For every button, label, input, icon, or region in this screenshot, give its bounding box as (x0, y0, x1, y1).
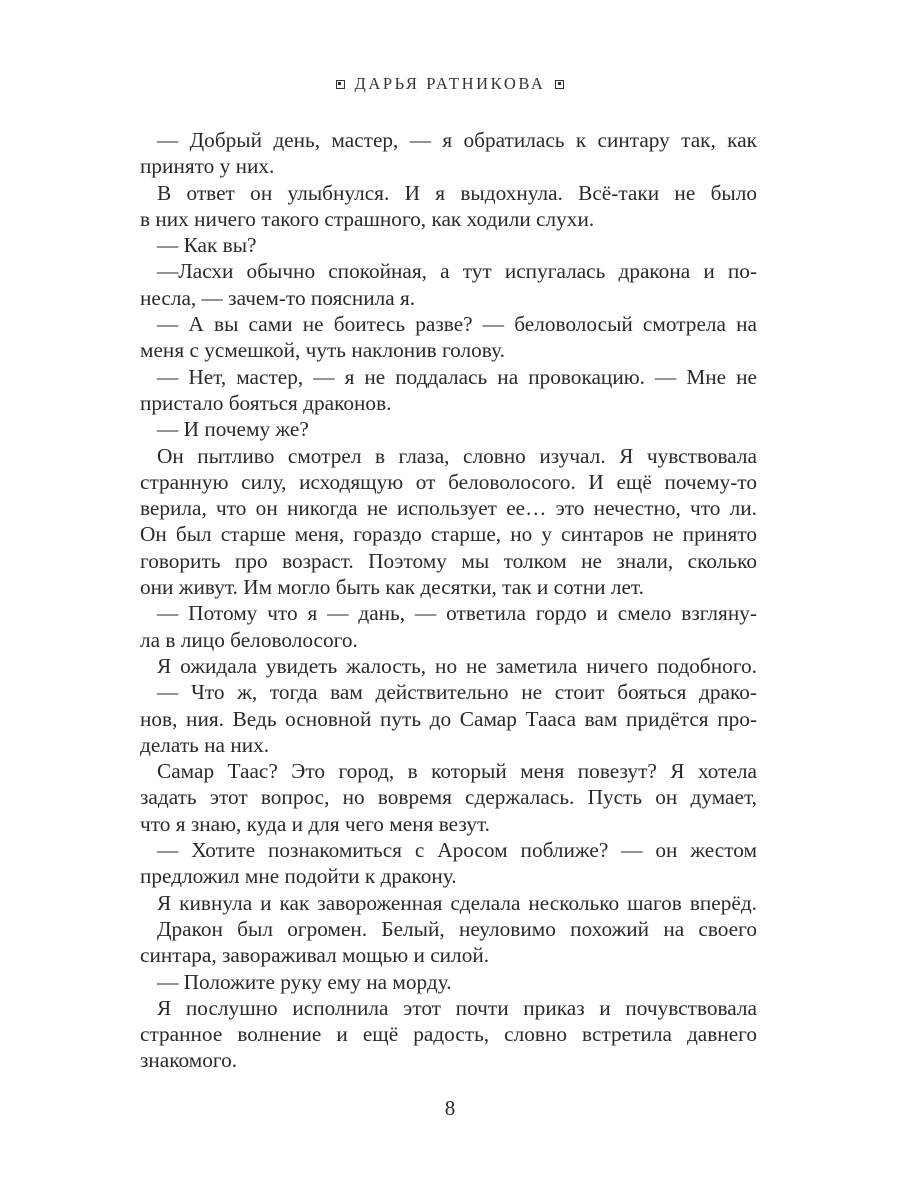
text-line: синтара, завораживал мощью и силой. (140, 943, 490, 968)
text-line: Он был старше меня, гораздо старше, но у синтаров не принято (140, 522, 757, 547)
text-line: делать на них. (140, 732, 270, 757)
text-line: — Положите руку ему на морду. (157, 969, 452, 994)
text-line: знакомого. (140, 1048, 238, 1073)
text-line: Я ожидала увидеть жалость, но не заметила ничего подобного. (157, 653, 757, 678)
text-line: говорить про возраст. Поэтому мы толком не знали, сколько (140, 548, 757, 573)
text-line: верила, что он никогда не использует ее… это нечестно, что ли. (140, 496, 757, 521)
author-name: ДАРЬЯ РАТНИКОВА (354, 74, 546, 93)
text-line: — А вы сами не боитесь разве? — беловолосый смотрела на (157, 312, 757, 337)
text-line: Я послушно исполнила этот почти приказ и почувствовала (157, 995, 757, 1020)
text-line: Самар Таас? Это город, в который меня повезут? Я хотела (157, 759, 757, 784)
text-line: пристало бояться драконов. (140, 390, 392, 415)
text-line: —Ласхи обычно спокойная, а тут испугалась дракона и по- (157, 259, 757, 284)
square-ornament-icon (555, 80, 564, 89)
text-line: Он пытливо смотрел в глаза, словно изучал. Я чувствовала (157, 443, 757, 468)
text-line: Дракон был огромен. Белый, неуловимо похожий на своего (157, 916, 757, 941)
body-text (140, 127, 757, 1074)
running-header (0, 74, 900, 94)
text-line: предложил мне подойти к дракону. (140, 864, 457, 889)
square-ornament-icon (336, 80, 345, 89)
text-line: — И почему же? (157, 417, 309, 442)
text-line: — Хотите познакомиться с Аросом поближе? — он жестом (157, 838, 757, 863)
text-line: странное волнение и ещё радость, словно встретила давнего (140, 1022, 757, 1047)
text-line: Я кивнула и как завороженная сделала несколько шагов вперёд. (157, 890, 757, 915)
text-line: — Нет, мастер, — я не поддалась на провокацию. — Мне не (157, 364, 757, 389)
text-line: в них ничего такого страшного, как ходили слухи. (140, 206, 595, 231)
page-number: 8 (444, 1096, 456, 1120)
text-line: ла в лицо беловолосого. (140, 627, 358, 652)
text-line: что я знаю, куда и для чего меня везут. (140, 811, 490, 836)
text-line: они живут. Им могло быть как десятки, так и сотни лет. (140, 575, 644, 600)
text-line: — Как вы? (157, 233, 257, 258)
text-line: несла, — зачем-то пояснила я. (140, 285, 416, 310)
text-line: странную силу, исходящую от беловолосого. И ещё почему-то (140, 469, 757, 494)
text-line: В ответ он улыбнулся. И я выдохнула. Всё-таки не было (157, 180, 757, 205)
text-line: — Потому что я — дань, — ответила гордо и смело взгляну- (157, 601, 757, 626)
text-line: нов, ния. Ведь основной путь до Самар Тааса вам придётся про- (140, 706, 757, 731)
text-line: задать этот вопрос, но вовремя сдержалась. Пусть он думает, (140, 785, 757, 810)
text-line: принято у них. (140, 154, 275, 179)
text-line: — Что ж, тогда вам действительно не стоит бояться драко- (157, 680, 757, 705)
text-line: — Добрый день, мастер, — я обратилась к синтару так, как (157, 128, 757, 152)
text-line: меня с усмешкой, чуть наклонив голову. (140, 338, 505, 363)
